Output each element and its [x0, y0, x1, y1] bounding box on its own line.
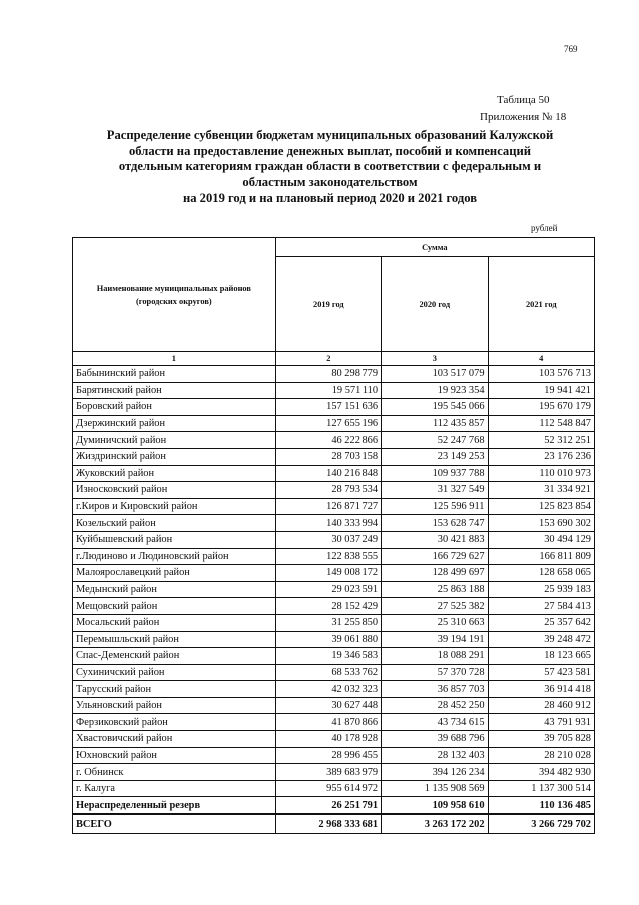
table-row [73, 714, 595, 731]
value-2021-cell: 128 658 065 [488, 565, 594, 582]
value-2021-cell: 28 210 028 [488, 747, 594, 764]
district-name-cell: Куйбышевский район [73, 531, 276, 548]
value-2020-cell: 19 923 354 [382, 382, 488, 399]
value-2021-cell: 28 460 912 [488, 697, 594, 714]
table-row [73, 648, 595, 665]
table-row [73, 681, 595, 698]
value-2019-cell: 30 627 448 [275, 697, 381, 714]
value-2020-cell: 166 729 627 [382, 548, 488, 565]
value-2019-cell: 39 061 880 [275, 631, 381, 648]
value-2020-cell: 109 937 788 [382, 465, 488, 482]
value-2019-cell: 29 023 591 [275, 581, 381, 598]
district-name-cell: Думиничский район [73, 432, 276, 449]
table-row [73, 664, 595, 681]
value-2020-cell: 109 958 610 [382, 797, 488, 814]
value-2020-cell: 153 628 747 [382, 515, 488, 532]
column-index: 1 [73, 352, 276, 366]
value-2021-cell: 19 941 421 [488, 382, 594, 399]
value-2021-cell: 18 123 665 [488, 648, 594, 665]
value-2021-cell: 3 266 729 702 [488, 814, 594, 834]
district-name-cell: Ферзиковский район [73, 714, 276, 731]
value-2021-cell: 25 357 642 [488, 614, 594, 631]
table-row [73, 482, 595, 499]
value-2021-cell: 110 136 485 [488, 797, 594, 814]
value-2021-cell: 25 939 183 [488, 581, 594, 598]
value-2019-cell: 140 333 994 [275, 515, 381, 532]
table-row [73, 731, 595, 748]
value-2019-cell: 2 968 333 681 [275, 814, 381, 834]
value-2019-cell: 30 037 249 [275, 531, 381, 548]
district-name-cell: Жиздринский район [73, 448, 276, 465]
value-2020-cell: 39 194 191 [382, 631, 488, 648]
value-2019-cell: 389 683 979 [275, 764, 381, 781]
total-row [73, 814, 595, 834]
table-row [73, 747, 595, 764]
table-row [73, 498, 595, 515]
table-row [73, 598, 595, 615]
title-line: области на предоставление денежных выплат, пособий и компенсаций [128, 143, 531, 158]
table-row [73, 366, 595, 383]
district-name-cell: Дзержинский район [73, 415, 276, 432]
subvention-table [72, 237, 595, 834]
value-2021-cell: 36 914 418 [488, 681, 594, 698]
value-2019-cell: 41 870 866 [275, 714, 381, 731]
district-name-cell: Сухиничский район [73, 664, 276, 681]
value-2019-cell: 28 703 158 [275, 448, 381, 465]
district-name-cell: Мещовский район [73, 598, 276, 615]
value-2020-cell: 36 857 703 [382, 681, 488, 698]
value-2019-cell: 955 614 972 [275, 780, 381, 797]
district-name-cell: ВСЕГО [73, 814, 276, 834]
value-2020-cell: 394 126 234 [382, 764, 488, 781]
header-name-column: Наименование муниципальных районов (городских округов) [73, 238, 276, 352]
district-name-cell: Медынский район [73, 581, 276, 598]
district-name-cell: Юхновский район [73, 747, 276, 764]
header-year-2020: 2020 год [382, 257, 488, 352]
value-2020-cell: 112 435 857 [382, 415, 488, 432]
value-2020-cell: 125 596 911 [382, 498, 488, 515]
value-2021-cell: 110 010 973 [488, 465, 594, 482]
value-2020-cell: 25 863 188 [382, 581, 488, 598]
value-2020-cell: 39 688 796 [382, 731, 488, 748]
value-2019-cell: 19 346 583 [275, 648, 381, 665]
table-row [73, 382, 595, 399]
district-name-cell: Бабынинский район [73, 366, 276, 383]
table-row [73, 448, 595, 465]
value-2019-cell: 26 251 791 [275, 797, 381, 814]
district-name-cell: г.Киров и Кировский район [73, 498, 276, 515]
table-row [73, 565, 595, 582]
value-2020-cell: 57 370 728 [382, 664, 488, 681]
district-name-cell: Малоярославецкий район [73, 565, 276, 582]
header-row-index [73, 352, 595, 366]
district-name-cell: Износковский район [73, 482, 276, 499]
table-body [73, 366, 595, 834]
title-line: Распределение субвенции бюджетам муниципальных образований Калужской [106, 128, 554, 142]
value-2020-cell: 27 525 382 [382, 598, 488, 615]
value-2020-cell: 3 263 172 202 [382, 814, 488, 834]
value-2021-cell: 125 823 854 [488, 498, 594, 515]
value-2021-cell: 1 137 300 514 [488, 780, 594, 797]
header-sum: Сумма [275, 238, 594, 257]
value-2021-cell: 52 312 251 [488, 432, 594, 449]
value-2020-cell: 1 135 908 569 [382, 780, 488, 797]
district-name-cell: Барятинский район [73, 382, 276, 399]
value-2021-cell: 166 811 809 [488, 548, 594, 565]
value-2019-cell: 157 151 636 [275, 399, 381, 416]
value-2021-cell: 23 176 236 [488, 448, 594, 465]
district-name-cell: г.Людиново и Людиновский район [73, 548, 276, 565]
value-2019-cell: 28 152 429 [275, 598, 381, 615]
value-2020-cell: 28 452 250 [382, 697, 488, 714]
value-2019-cell: 42 032 323 [275, 681, 381, 698]
header-row-sum [73, 238, 595, 257]
value-2020-cell: 128 499 697 [382, 565, 488, 582]
value-2020-cell: 25 310 663 [382, 614, 488, 631]
value-2020-cell: 103 517 079 [382, 366, 488, 383]
title-line: отдельным категориям граждан области в соответствии с федеральным и [118, 159, 542, 174]
header-year-2019: 2019 год [275, 257, 381, 352]
value-2021-cell: 27 584 413 [488, 598, 594, 615]
value-2020-cell: 30 421 883 [382, 531, 488, 548]
appendix-label: Приложения № 18 [480, 111, 567, 123]
value-2021-cell: 39 705 828 [488, 731, 594, 748]
value-2021-cell: 31 334 921 [488, 482, 594, 499]
value-2019-cell: 40 178 928 [275, 731, 381, 748]
column-index: 4 [488, 352, 594, 366]
district-name-cell: Жуковский район [73, 465, 276, 482]
table-row [73, 764, 595, 781]
table-row [73, 531, 595, 548]
district-name-cell: Хвастовичский район [73, 731, 276, 748]
reserve-row [73, 797, 595, 814]
value-2020-cell: 52 247 768 [382, 432, 488, 449]
value-2021-cell: 153 690 302 [488, 515, 594, 532]
table-row [73, 614, 595, 631]
district-name-cell: Мосальский район [73, 614, 276, 631]
value-2019-cell: 68 533 762 [275, 664, 381, 681]
table-row [73, 415, 595, 432]
district-name-cell: г. Калуга [73, 780, 276, 797]
value-2019-cell: 19 571 110 [275, 382, 381, 399]
table-row [73, 432, 595, 449]
table-row [73, 631, 595, 648]
page-number: 769 [564, 44, 578, 54]
table-row [73, 515, 595, 532]
column-index: 3 [382, 352, 488, 366]
value-2019-cell: 126 871 727 [275, 498, 381, 515]
value-2020-cell: 28 132 403 [382, 747, 488, 764]
value-2021-cell: 112 548 847 [488, 415, 594, 432]
value-2019-cell: 122 838 555 [275, 548, 381, 565]
value-2019-cell: 28 996 455 [275, 747, 381, 764]
district-name-cell: Боровский район [73, 399, 276, 416]
value-2019-cell: 149 008 172 [275, 565, 381, 582]
value-2020-cell: 195 545 066 [382, 399, 488, 416]
district-name-cell: Перемышльский район [73, 631, 276, 648]
value-2021-cell: 394 482 930 [488, 764, 594, 781]
unit-label: рублей [531, 223, 558, 233]
value-2019-cell: 28 793 534 [275, 482, 381, 499]
district-name-cell: Спас-Деменский район [73, 648, 276, 665]
value-2021-cell: 103 576 713 [488, 366, 594, 383]
table-row [73, 581, 595, 598]
value-2020-cell: 18 088 291 [382, 648, 488, 665]
value-2019-cell: 31 255 850 [275, 614, 381, 631]
district-name-cell: Ульяновский район [73, 697, 276, 714]
district-name-cell: Нераспределенный резерв [73, 797, 276, 814]
value-2019-cell: 127 655 196 [275, 415, 381, 432]
value-2021-cell: 195 670 179 [488, 399, 594, 416]
value-2019-cell: 140 216 848 [275, 465, 381, 482]
value-2020-cell: 43 734 615 [382, 714, 488, 731]
title-line: на 2019 год и на плановый период 2020 и 2021 годов [182, 190, 478, 205]
column-index: 2 [275, 352, 381, 366]
value-2019-cell: 46 222 866 [275, 432, 381, 449]
document-title [60, 128, 600, 207]
title-line: областным законодательством [242, 175, 418, 190]
header-year-2021: 2021 год [488, 257, 594, 352]
table-row [73, 697, 595, 714]
value-2020-cell: 31 327 549 [382, 482, 488, 499]
value-2021-cell: 57 423 581 [488, 664, 594, 681]
district-name-cell: Козельский район [73, 515, 276, 532]
value-2021-cell: 39 248 472 [488, 631, 594, 648]
value-2019-cell: 80 298 779 [275, 366, 381, 383]
value-2021-cell: 30 494 129 [488, 531, 594, 548]
value-2020-cell: 23 149 253 [382, 448, 488, 465]
table-label: Таблица 50 [497, 94, 550, 106]
district-name-cell: г. Обнинск [73, 764, 276, 781]
table-row [73, 399, 595, 416]
value-2021-cell: 43 791 931 [488, 714, 594, 731]
table-row [73, 465, 595, 482]
district-name-cell: Тарусский район [73, 681, 276, 698]
table-row [73, 780, 595, 797]
table-row [73, 548, 595, 565]
